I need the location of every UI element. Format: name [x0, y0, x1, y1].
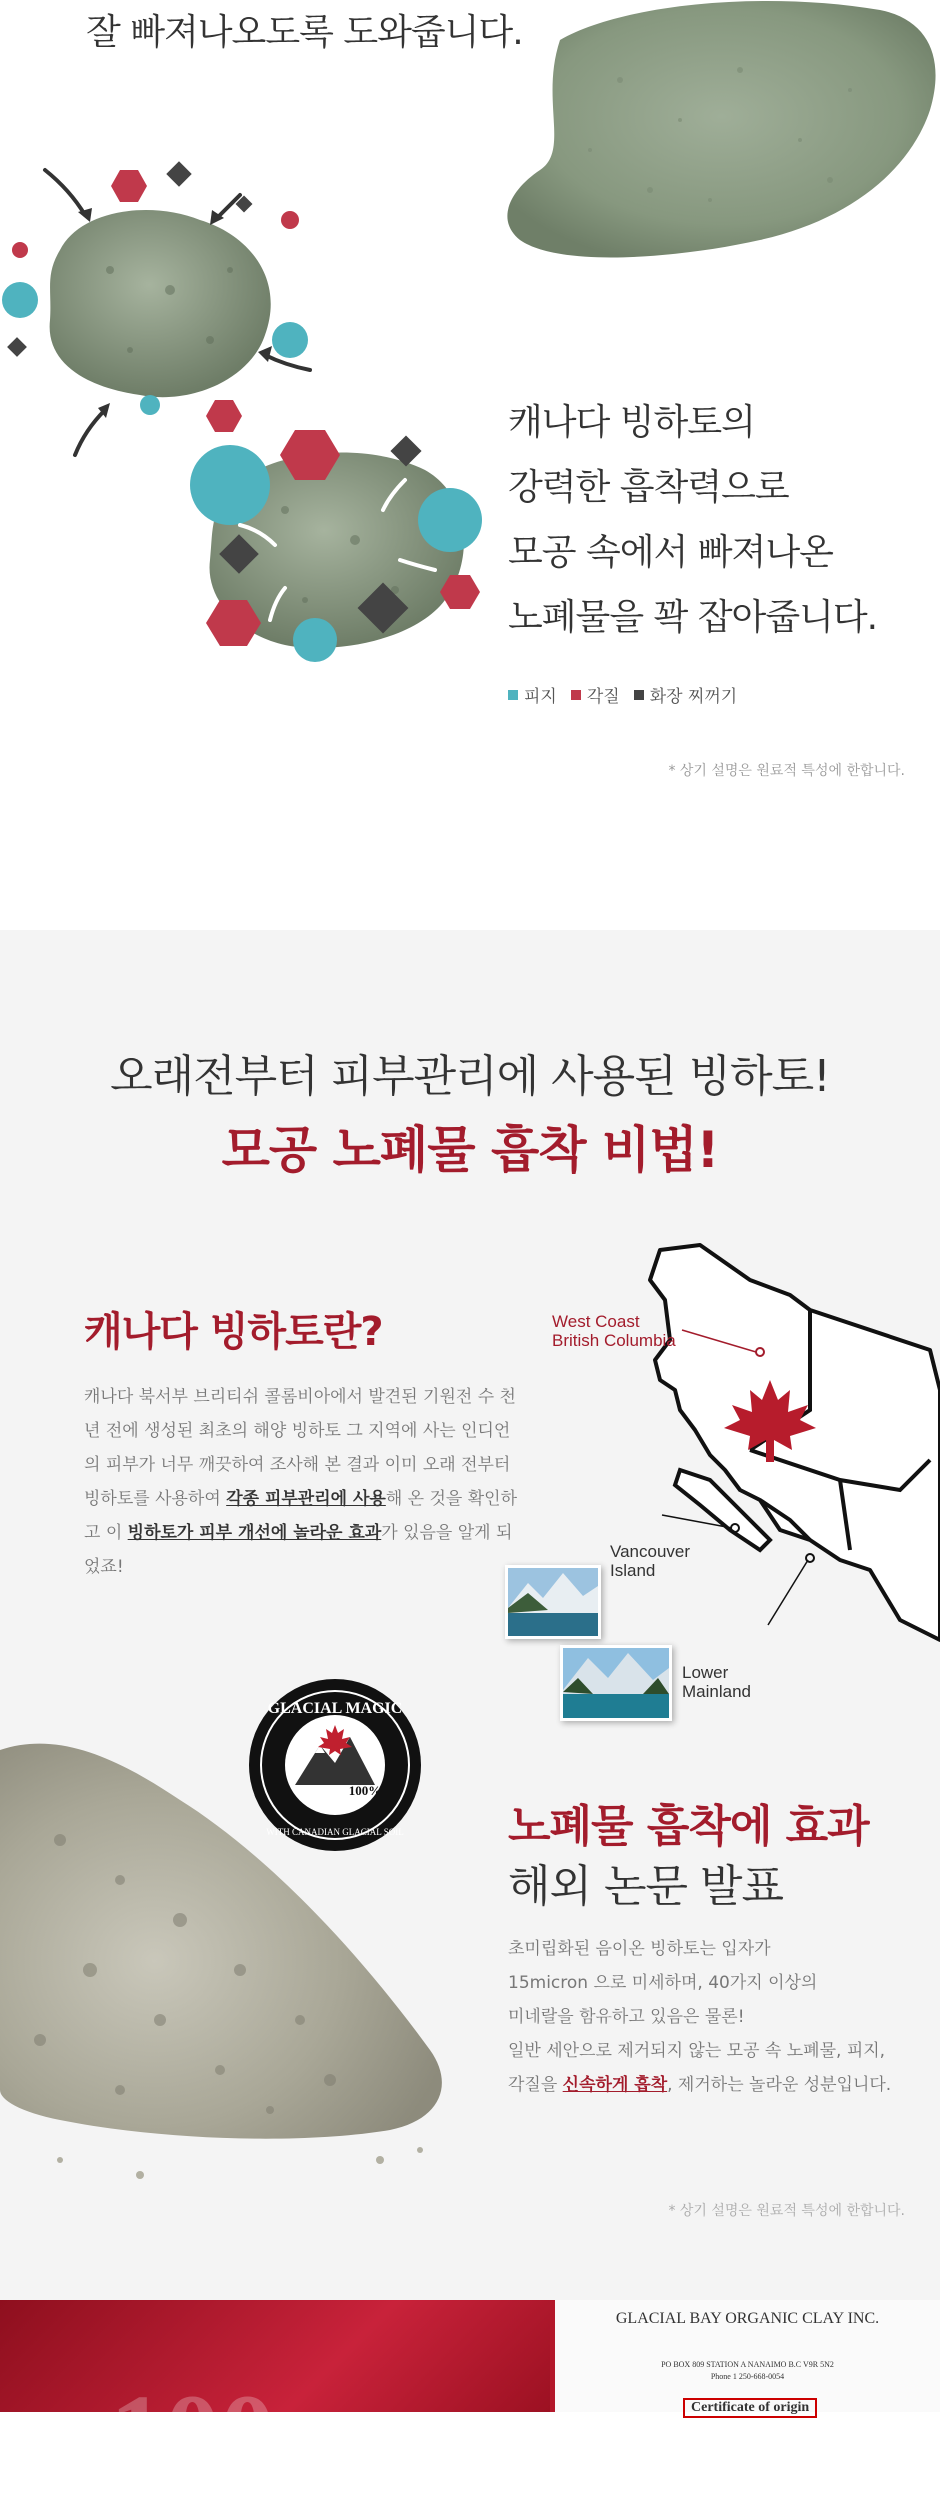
glacial-magic-badge [245, 1675, 425, 1855]
map-label-lower-mainland: Lower Mainland [682, 1663, 751, 1701]
canada-clay-title: 캐나다 빙하토란? [84, 1309, 383, 1355]
effect-title-line-2: 해외 논문 발표 [508, 1861, 783, 1912]
intro-tail-text: 잘 빠져나오도록 도와줍니다. [86, 12, 523, 53]
absorption-section [0, 0, 940, 930]
headline-line-2: 모공 노폐물 흡착 비법! [221, 1121, 719, 1179]
absorb-line-1: 캐나다 빙하토의 [508, 402, 755, 443]
legend-item-sebum: 피지 [508, 682, 557, 707]
disclaimer-note-2: * 상기 설명은 원료적 특성에 한합니다. [668, 2203, 905, 2219]
certificate-title: Certificate of origin [683, 2398, 817, 2418]
certificate-address: PO BOX 809 STATION A NANAIMO B.C V9R 5N2 [661, 2360, 834, 2369]
certificate-section [0, 2300, 940, 2494]
clay-rock-absorbed-illustration [185, 420, 495, 670]
clay-smear-image [500, 0, 940, 260]
svg-text:WITH CANADIAN GLACIAL SOIL: WITH CANADIAN GLACIAL SOIL [266, 1827, 404, 1837]
effect-description: 초미립화된 음이온 빙하토는 입자가 15micron 으로 미세하며, 40가지 이상의 미네랄을 함유하고 있음은 물론! 일반 세안으로 제거되지 않는 모공 속 노폐물, 피지, 각질을 신속하게 흡착, 제거하는 놀라운 성분입니다. [508, 1939, 892, 2095]
makeup-swatch-icon [634, 690, 644, 700]
effect-title-line-1: 노폐물 흡착에 효과 [508, 1801, 869, 1852]
mountain-lake-photo [560, 1645, 672, 1721]
absorb-line-4: 노폐물을 꽉 잡아줍니다. [508, 597, 878, 638]
headline-line-1: 오래전부터 피부관리에 사용된 빙하토! [110, 1051, 830, 1102]
map-label-vancouver-island: Vancouver Island [610, 1542, 691, 1580]
certificate-of-origin-document [555, 2300, 940, 2415]
certificate-company: GLACIAL BAY ORGANIC CLAY INC. [615, 2310, 880, 2327]
svg-text:GLACIAL MAGIC: GLACIAL MAGIC [267, 1700, 403, 1717]
red-banner [0, 2300, 550, 2412]
legend-item-makeup: 화장 찌꺼기 [634, 682, 738, 707]
sebum-swatch-icon [508, 690, 518, 700]
particle-legend [508, 682, 737, 707]
absorb-line-3: 모공 속에서 빠져나온 [508, 532, 833, 573]
canada-clay-description: 캐나다 북서부 브리티쉬 콜롬비아에서 발견된 기원전 수 천년 전에 생성된 최초의 해양 빙하토 그 지역에 사는 인디언의 피부가 너무 깨끗하여 조사해 본 결과 이미 오래 전부터 빙하토를 사용하여 각종 피부관리에 사용해 온 것을 확인하고 이 빙하토가 피부 개선에 놀라운 효과가 있음을 알게 되었죠! [84, 1387, 517, 1577]
keratin-swatch-icon [571, 690, 581, 700]
absorb-line-2: 강력한 흡착력으로 [508, 467, 789, 508]
svg-text:100%: 100% [348, 1783, 382, 1798]
big-100-number: 100 [110, 2372, 275, 2494]
disclaimer-note: * 상기 설명은 원료적 특성에 한합니다. [668, 763, 905, 779]
map-label-west-coast: West Coast British Columbia [552, 1312, 676, 1350]
glacial-clay-section [0, 930, 940, 2300]
glacier-lake-photo [505, 1565, 601, 1639]
absorb-description [508, 390, 877, 650]
certificate-phone: Phone 1 250-668-0054 [710, 2372, 785, 2381]
legend-item-keratin: 각질 [571, 682, 620, 707]
map-leader-lines [640, 1230, 940, 1660]
